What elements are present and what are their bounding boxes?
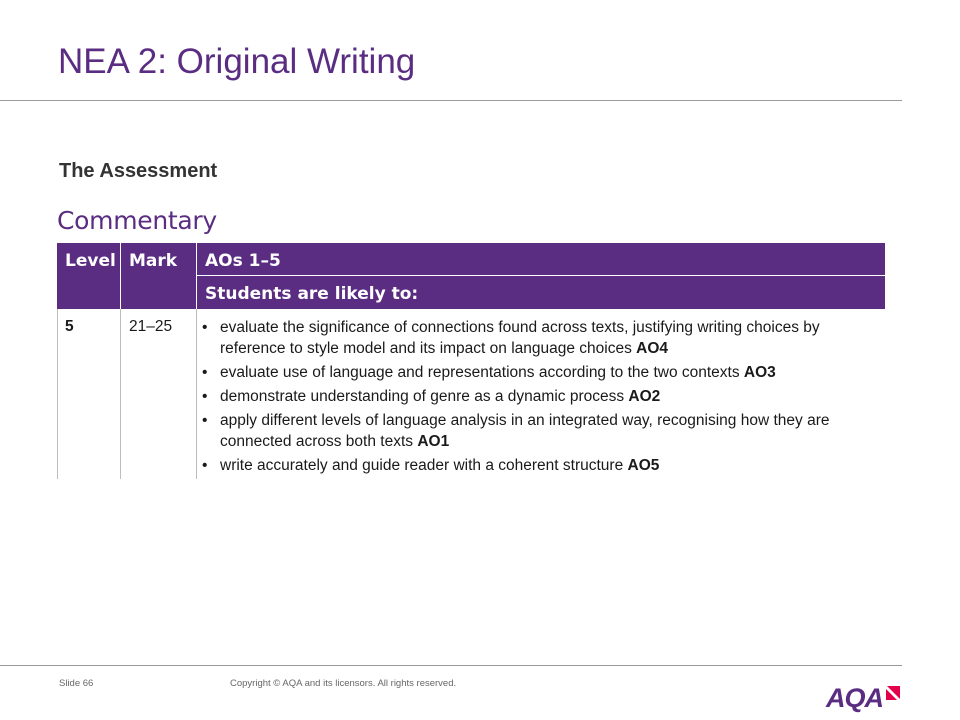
ao-tag: AO1 — [417, 433, 450, 450]
descriptor-list — [196, 317, 876, 479]
descriptor-item: • demonstrate understanding of genre as a dynamic process AO2 — [196, 386, 876, 407]
header-cell-students — [197, 276, 885, 309]
header-students-label: Students are likely to: — [205, 284, 419, 304]
header-cell-aos — [197, 243, 885, 275]
slide-number: Slide 66 — [59, 678, 94, 689]
descriptor-item: • evaluate the significance of connections found across texts, justifying writing choices by reference to style model and its impact on language choices AO4 — [196, 317, 876, 359]
column-divider — [57, 309, 58, 479]
aqa-logo-text: AQA — [826, 683, 883, 713]
slide-subtitle: The Assessment — [59, 160, 218, 182]
descriptor-item: • write accurately and guide reader with a coherent structure AO5 — [196, 455, 876, 476]
ao-tag: AO4 — [636, 340, 669, 357]
ao-tag: AO3 — [743, 364, 776, 381]
header-level-label: Level — [65, 251, 116, 271]
copyright-notice: Copyright © AQA and its licensors. All rights reserved. — [230, 678, 457, 689]
footer-divider — [0, 665, 902, 666]
header-cell-mark — [121, 243, 196, 309]
ao-tag: AO5 — [627, 457, 660, 474]
header-aos-label: AOs 1–5 — [205, 251, 281, 271]
aqa-logo — [826, 683, 904, 711]
slide-title: NEA 2: Original Writing — [58, 42, 416, 81]
header-cell-level — [57, 243, 120, 309]
ao-tag: AO2 — [628, 388, 661, 405]
row-mark-value: 21–25 — [129, 318, 173, 335]
column-divider — [120, 309, 121, 479]
header-divider — [0, 100, 902, 101]
commentary-heading: Commentary — [57, 206, 217, 235]
descriptor-item: • evaluate use of language and representations according to the two contexts AO3 — [196, 362, 876, 383]
logo-mark-icon — [884, 684, 902, 702]
rubric-table — [57, 243, 885, 479]
header-mark-label: Mark — [129, 251, 178, 271]
row-level-value: 5 — [65, 318, 74, 335]
descriptor-item: • apply different levels of language analysis in an integrated way, recognising how they are connected across both texts AO1 — [196, 410, 876, 452]
